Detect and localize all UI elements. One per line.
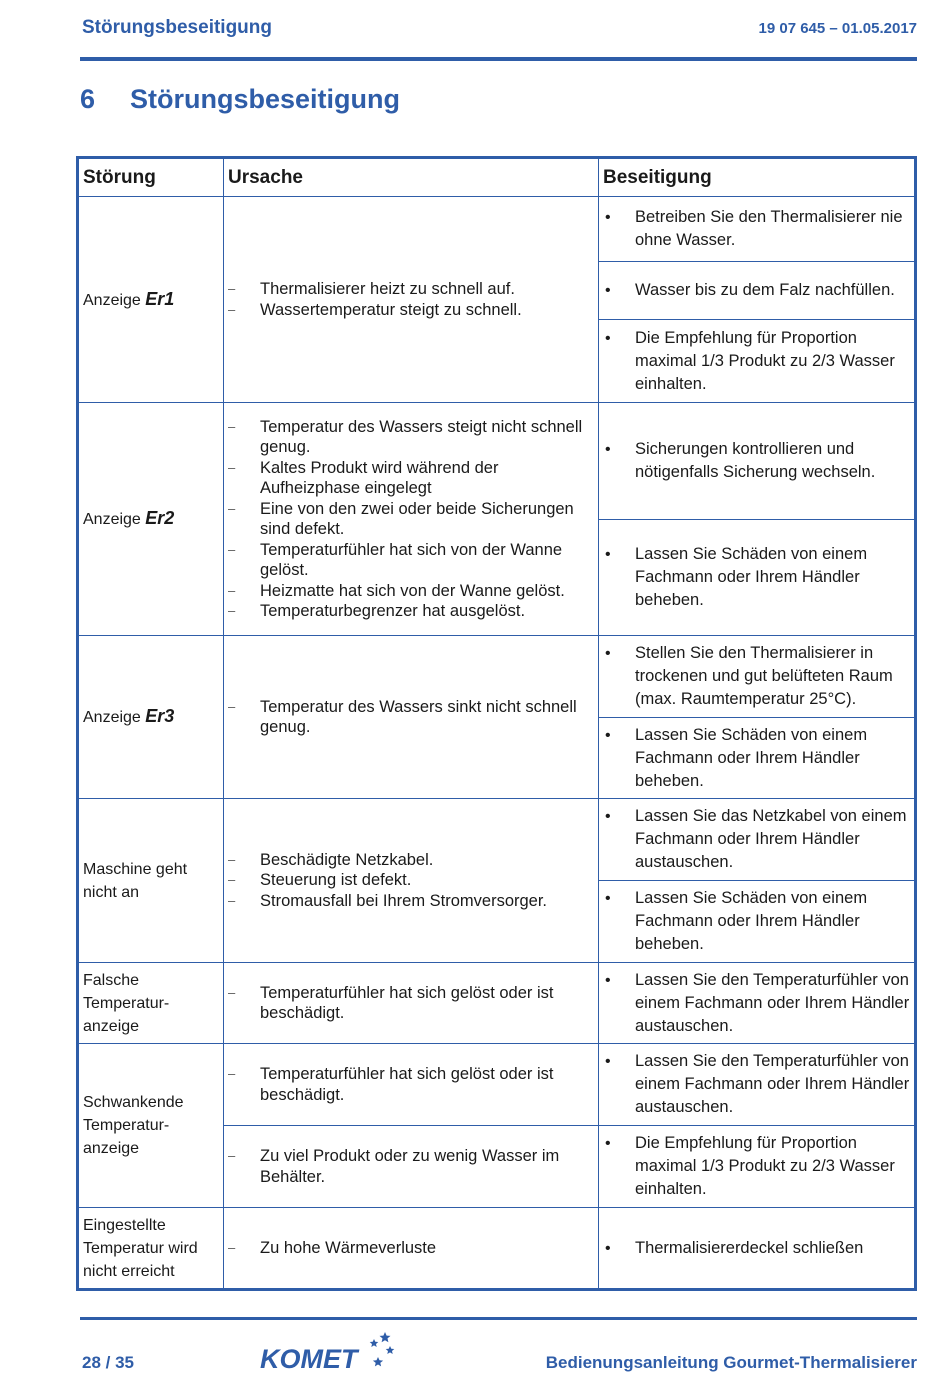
section-number: 6 (80, 84, 96, 114)
cause-cell (224, 1126, 599, 1208)
remedy-item: • Stellen Sie den Thermalisierer in trockenen und gut belüfteten Raum (max. Raumtemperatur 25°C). (603, 642, 910, 711)
table-row (78, 799, 916, 881)
fault-cell: Anzeige Er1 (78, 197, 224, 403)
remedy-cell (599, 1126, 916, 1208)
remedy-item: • Lassen Sie Schäden von einem Fachmann oder Ihrem Händler beheben. (603, 887, 910, 956)
remedy-cell (599, 520, 916, 636)
cause-item: – Wassertemperatur steigt zu schnell. (228, 300, 594, 321)
cause-item: – Steuerung ist defekt. (228, 870, 594, 891)
logo-text: KOMET (260, 1344, 358, 1374)
cause-cell (224, 636, 599, 799)
star-icon (380, 1332, 391, 1342)
cause-item: – Heizmatte hat sich von der Wanne gelöst. (228, 581, 594, 602)
cause-item: – Kaltes Produkt wird während der Aufheizphase eingelegt (228, 458, 594, 499)
table-row (78, 963, 916, 1044)
header-fault: Störung (78, 158, 224, 197)
remedy-item: • Lassen Sie das Netzkabel von einem Fachmann oder Ihrem Händler austauschen. (603, 805, 910, 874)
remedy-cell (599, 262, 916, 320)
cause-cell (224, 197, 599, 403)
cause-item: – Beschädigte Netzkabel. (228, 850, 594, 871)
table-row (78, 197, 916, 262)
remedy-item: • Die Empfehlung für Proportion maximal 1/3 Produkt zu 2/3 Wasser einhalten. (603, 327, 910, 396)
cause-cell (224, 403, 599, 636)
remedy-item: • Lassen Sie den Temperaturfühler von einem Fachmann oder Ihrem Händler austauschen. (603, 969, 910, 1038)
error-code: Er1 (145, 288, 175, 309)
page-number: 28 / 35 (82, 1353, 134, 1372)
cause-cell (224, 799, 599, 963)
fault-cell: Maschine geht nicht an (78, 799, 224, 963)
section-title (80, 84, 400, 115)
cause-item: – Temperatur des Wassers sinkt nicht schnell genug. (228, 697, 594, 738)
remedy-item: • Sicherungen kontrollieren und nötigenfalls Sicherung wechseln. (603, 438, 910, 484)
table-row (78, 636, 916, 718)
cause-item: – Thermalisierer heizt zu schnell auf. (228, 279, 594, 300)
remedy-cell (599, 320, 916, 403)
error-code: Er3 (145, 706, 175, 726)
cause-item: – Zu hohe Wärmeverluste (228, 1238, 594, 1259)
cause-item: – Temperaturbegrenzer hat ausgelöst. (228, 601, 594, 622)
remedy-item: • Lassen Sie Schäden von einem Fachmann oder Ihrem Händler beheben. (603, 543, 910, 612)
remedy-item: • Die Empfehlung für Proportion maximal 1/3 Produkt zu 2/3 Wasser einhalten. (603, 1132, 910, 1201)
remedy-cell (599, 718, 916, 799)
fault-cell: Anzeige Er3 (78, 636, 224, 799)
fault-cell: Eingestellte Temperatur wird nicht erreicht (78, 1208, 224, 1290)
star-icons (370, 1332, 395, 1366)
cause-item: – Temperaturfühler hat sich gelöst oder ist beschädigt. (228, 983, 594, 1024)
remedy-cell (599, 403, 916, 520)
header-remedy: Beseitigung (599, 158, 916, 197)
fault-cell: Anzeige Er2 (78, 403, 224, 636)
table-row (78, 403, 916, 520)
remedy-cell (599, 636, 916, 718)
cause-cell (224, 1208, 599, 1290)
remedy-item: • Betreiben Sie den Thermalisierer nie ohne Wasser. (603, 206, 910, 252)
fault-cell: Schwankende Temperatur-anzeige (78, 1044, 224, 1208)
remedy-item: • Lassen Sie Schäden von einem Fachmann oder Ihrem Händler beheben. (603, 724, 910, 793)
cause-cell (224, 963, 599, 1044)
komet-logo (258, 1330, 398, 1374)
remedy-cell (599, 1208, 916, 1290)
cause-cell (224, 1044, 599, 1126)
remedy-cell (599, 799, 916, 881)
header-divider (80, 57, 917, 61)
table-row (78, 1044, 916, 1126)
header-cause: Ursache (224, 158, 599, 197)
cause-item: – Temperaturfühler hat sich gelöst oder ist beschädigt. (228, 1064, 594, 1105)
header-doc-number: 19 07 645 – 01.05.2017 (758, 20, 917, 37)
star-icon (373, 1357, 383, 1366)
cause-item: – Temperaturfühler hat sich von der Wanne gelöst. (228, 540, 594, 581)
star-icon (386, 1346, 395, 1354)
footer-doc-title: Bedienungsanleitung Gourmet-Thermalisierer (545, 1353, 917, 1372)
troubleshooting-table (76, 156, 917, 1291)
cause-item: – Stromausfall bei Ihrem Stromversorger. (228, 891, 594, 912)
cause-item: – Eine von den zwei oder beide Sicherungen sind defekt. (228, 499, 594, 540)
fault-cell: Falsche Temperatur-anzeige (78, 963, 224, 1044)
footer-divider (80, 1317, 917, 1320)
remedy-item: • Thermalisiererdeckel schließen (603, 1237, 910, 1260)
cause-item: – Zu viel Produkt oder zu wenig Wasser im Behälter. (228, 1146, 594, 1187)
table-header-row (78, 158, 916, 197)
star-icon (370, 1339, 379, 1347)
remedy-cell (599, 1044, 916, 1126)
remedy-item: • Lassen Sie den Temperaturfühler von einem Fachmann oder Ihrem Händler austauschen. (603, 1050, 910, 1119)
remedy-cell (599, 881, 916, 963)
remedy-cell (599, 963, 916, 1044)
table-row (78, 1208, 916, 1290)
remedy-cell (599, 197, 916, 262)
cause-item: – Temperatur des Wassers steigt nicht schnell genug. (228, 417, 594, 458)
header-chapter: Störungsbeseitigung (82, 17, 272, 38)
section-title-text: Störungsbeseitigung (130, 84, 400, 114)
error-code: Er2 (145, 508, 175, 528)
remedy-item: • Wasser bis zu dem Falz nachfüllen. (603, 279, 910, 302)
